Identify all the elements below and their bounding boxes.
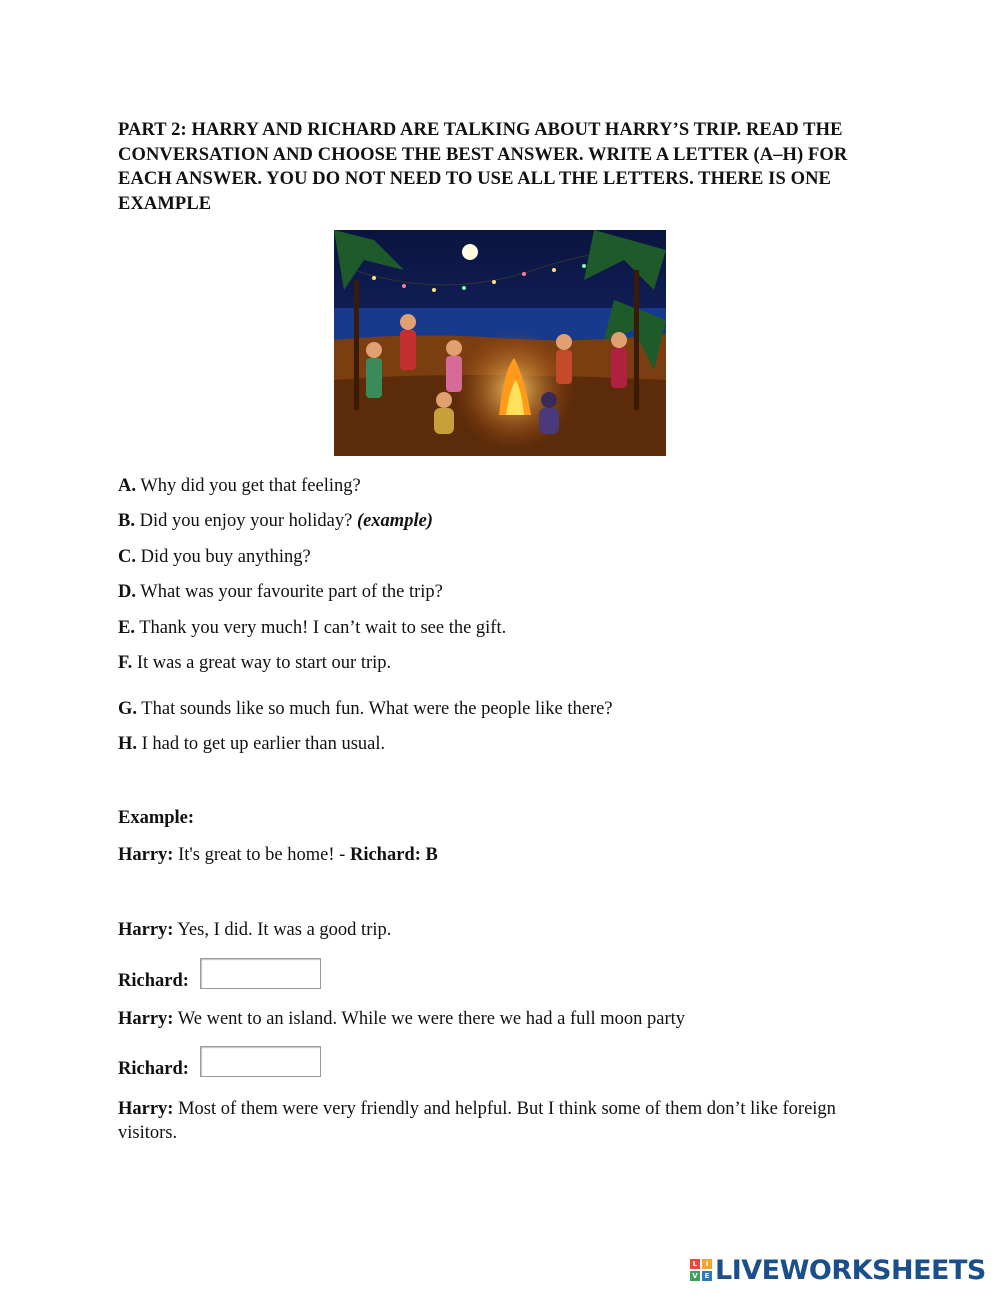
option-h: H. I had to get up earlier than usual. [118,734,386,754]
logo-grid-icon: L I V E [690,1259,712,1281]
option-e: E. Thank you very much! I can’t wait to see the gift. [118,618,507,638]
dialogue-line-2: Richard: [118,971,189,991]
dialogue-line-1: Harry: Yes, I did. It was a good trip. [118,920,392,940]
dialogue-line-4: Richard: [118,1059,189,1079]
option-b: B. Did you enjoy your holiday? (example) [118,511,433,531]
answer-input-1[interactable] [200,958,321,989]
option-g: G. That sounds like so much fun. What were the people like there? [118,699,613,719]
brand-name: LIVEWORKSHEETS [715,1254,986,1286]
beach-party-illustration [334,230,666,456]
example-label: Example: [118,808,195,828]
option-c: C. Did you buy anything? [118,547,311,567]
option-f: F. It was a great way to start our trip. [118,653,392,673]
dialogue-line-5: Harry: Most of them were very friendly and helpful. But I think some of them don’t like foreign visitors. [118,1099,836,1143]
example-line: Harry: It's great to be home! - Richard: B [118,845,438,865]
moon-icon [462,244,478,260]
instructions-heading: PART 2: HARRY AND RICHARD ARE TALKING ABOUT HARRY’S TRIP. READ THE CONVERSATION AND CHOOSE THE BEST ANSWER. WRITE A LETTER (A–H) FOR EACH ANSWER. YOU DO NOT NEED TO USE ALL THE LETTERS. THERE IS ONE EXAMPLE [118,120,848,214]
option-d: D. What was your favourite part of the trip? [118,582,443,602]
option-a: A. Why did you get that feeling? [118,476,361,496]
beach-party-image [334,230,666,456]
dialogue-line-3: Harry: We went to an island. While we were there we had a full moon party [118,1009,686,1029]
answer-input-2[interactable] [200,1046,321,1077]
liveworksheets-logo [690,1254,986,1286]
